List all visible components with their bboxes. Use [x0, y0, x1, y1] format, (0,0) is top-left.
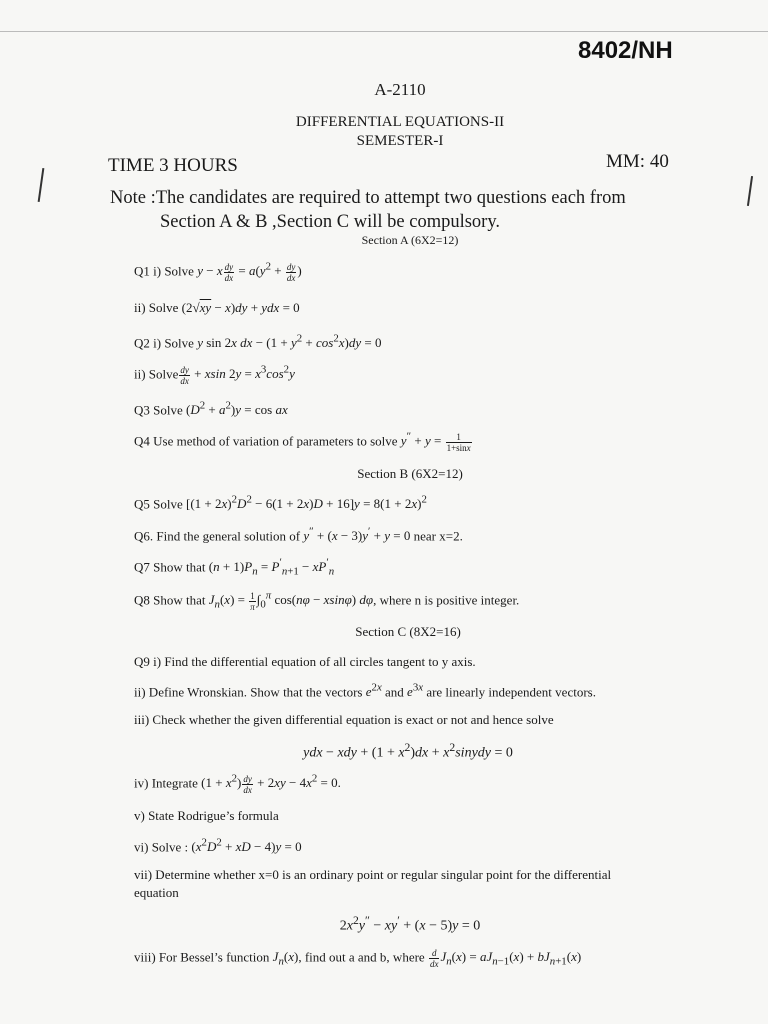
subject-title: DIFFERENTIAL EQUATIONS-II — [295, 114, 505, 130]
paper-number: A-2110 — [374, 80, 426, 99]
q6-prefix: Q6. Find the general solution of — [134, 528, 304, 544]
q4-prefix: Q4 Use method of variation of parameters to solve — [134, 433, 401, 449]
question-9-iii-equation: ydx − xdy + $(1 + x^2)dx$ + $x^2sinydy = 0$ — [303, 741, 513, 761]
time-allowed: TIME 3 HOURS — [108, 155, 238, 176]
q2-ii-equation: $\frac{dy}{dx}$ + xsin $2y = x^3\cos^2y$ — [180, 364, 295, 386]
q6-suffix: near x=2. — [410, 528, 463, 544]
question-2-i — [134, 333, 382, 351]
question-9-vii-equation: $2x^2y'' - xy' + (x - 5)y = 0$ — [339, 914, 481, 934]
q9-ii-vector-1: $e^{2x}$ — [365, 682, 382, 700]
q9-ii-prefix: ii) Define Wronskian. Show that the vectors — [134, 684, 366, 700]
q1-i-prefix: Q1 i) Solve — [134, 263, 198, 279]
section-a-title: Section A (6X2=12) — [361, 233, 459, 247]
question-1-i — [134, 261, 302, 283]
question-9-iii: iii) Check whether the given differential equation is exact or not and hence solve — [134, 712, 554, 727]
q7-equation: $(n + 1)P_n = P'_{n+1} - xP'_n$ — [208, 557, 335, 578]
paper-code: 8402/NH — [578, 37, 673, 64]
q9-iv-equation: $(1 + x^2)$ $\frac{dy}{dx}$ + $2xy - 4x^2 = 0$. — [201, 773, 341, 795]
question-2-ii — [134, 364, 295, 386]
q9-ii-suffix: are linearly independent vectors. — [423, 684, 596, 700]
q1-ii-prefix: ii) Solve — [134, 300, 182, 315]
margin-line-top — [0, 31, 768, 32]
question-9-iv — [134, 773, 341, 795]
q9-viii-function: $J_n(x)$ — [272, 949, 299, 969]
q5-equation: $[(1 + 2x)^2D^2 - 6(1 + 2x)D + 16]y = 8(1 + 2x)^2$ — [186, 494, 427, 512]
semester: SEMESTER-I — [356, 133, 444, 149]
q8-equation: $J_n(x)$ = $\frac{1}{\pi}$ $\int_0^\pi$ cos(nφ − xsinφ) dφ — [208, 590, 374, 612]
q8-prefix: Q8 Show that — [134, 592, 209, 608]
q3-prefix: Q3 Solve — [134, 402, 186, 418]
question-9-vi — [134, 837, 302, 855]
q9-vi-prefix: vi) Solve : — [134, 839, 192, 855]
question-5 — [134, 494, 427, 512]
q2-ii-prefix: ii) Solve — [134, 366, 179, 382]
right-pen-mark — [747, 176, 753, 206]
question-9-v: v) State Rodrigue’s formula — [134, 808, 279, 823]
max-marks: MM: 40 — [606, 151, 669, 172]
question-4 — [134, 431, 473, 453]
q9-ii-vector-2: $e^{3x}$ — [407, 682, 424, 700]
q2-i-equation: y sin 2x dx − $(1 + y^2 + \cos^2x)dy = 0$ — [197, 333, 382, 351]
question-6 — [134, 526, 463, 544]
q2-i-prefix: Q2 i) Solve — [134, 335, 198, 351]
q4-equation: y″ + y = $\frac{1}{1+\sin x}$ — [400, 431, 471, 453]
question-9-ii — [134, 682, 596, 700]
note-line-2: Section A & B ,Section C will be compulsory. — [160, 212, 501, 232]
question-9-viii — [134, 948, 581, 969]
question-7 — [134, 557, 334, 578]
q1-i-equation: y − x $\frac{dy}{dx}$ = $a(y^2$ + $\frac{dy}{dx}$ ) — [197, 261, 302, 283]
q3-equation: $(D^2 + a^2)y = \cos$ ax — [186, 400, 288, 418]
question-9-vii-line-1: vii) Determine whether x=0 is an ordinary point or regular singular point for the differential — [134, 867, 612, 882]
q9-vi-equation: ($x^2D^2$ + xD − 4)y = 0 — [191, 837, 302, 855]
q6-equation: y″ + (x − 3)y′ + y = 0 — [303, 526, 411, 544]
q9-viii-mid: , find out a and b, where — [298, 949, 428, 965]
left-pen-mark — [38, 168, 45, 202]
note-line-1: Note :The candidates are required to attempt two questions each from — [110, 188, 626, 208]
q8-suffix: , where n is positive integer. — [373, 592, 520, 608]
q9-iv-prefix: iv) Integrate — [134, 775, 202, 791]
question-3 — [134, 400, 288, 418]
question-9-i: Q9 i) Find the differential equation of all circles tangent to y axis. — [134, 654, 476, 669]
question-8 — [134, 590, 519, 612]
q9-ii-and: and — [381, 684, 408, 700]
q9-viii-prefix: viii) For Bessel’s function — [134, 949, 273, 965]
section-c-title: Section C (8X2=16) — [355, 624, 461, 639]
q1-ii-equation: (2√xy − x)dy + ydx = 0 — [181, 300, 300, 315]
question-1-ii — [134, 300, 300, 316]
question-9-vii-line-2: equation — [134, 885, 179, 900]
q5-prefix: Q5 Solve — [134, 496, 186, 512]
q7-prefix: Q7 Show that — [134, 559, 209, 575]
section-b-title: Section B (6X2=12) — [357, 466, 463, 481]
q9-viii-equation: $\frac{d}{dx}$ $J_n(x) = aJ_{n-1}(x) + bJ_{n+1}(x)$ — [429, 948, 582, 969]
